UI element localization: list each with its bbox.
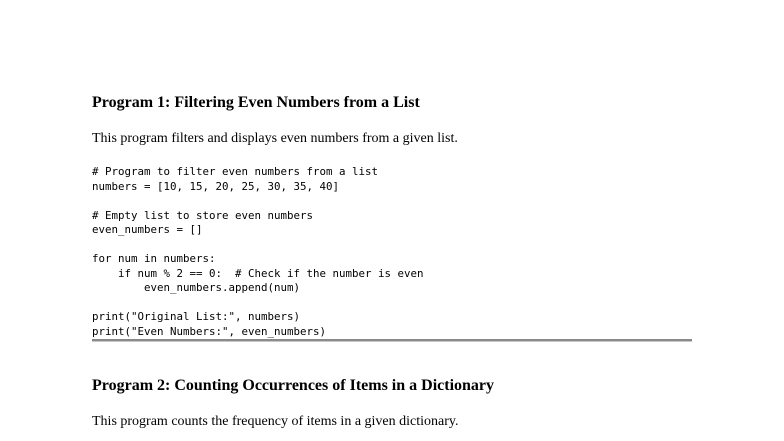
code-line: even_numbers.append(num) (92, 281, 301, 294)
program-2-heading: Program 2: Counting Occurrences of Items in a Dictionary (92, 377, 495, 394)
section-divider (92, 339, 692, 342)
code-line (92, 238, 424, 253)
code-line: print("Original List:", numbers) (92, 310, 301, 323)
code-line (92, 194, 424, 209)
code-line: # Empty list to store even numbers (92, 208, 314, 222)
program-2-description: This program counts the frequency of items in a given dictionary. (92, 414, 459, 429)
code-line: numbers = [10, 15, 20, 25, 30, 35, 40] (92, 179, 340, 193)
program-1-heading: Program 1: Filtering Even Numbers from a List (92, 94, 420, 111)
code-line: even_numbers = [] (92, 223, 203, 236)
code-line: for num in numbers: (92, 252, 216, 265)
program-1-description: This program filters and displays even numbers from a given list. (92, 131, 458, 146)
code-line: print("Even Numbers:", even_numbers) (92, 324, 327, 338)
code-line: if num % 2 == 0: # Check if the number is even (92, 266, 424, 280)
code-line (92, 296, 424, 311)
code-line: # Program to filter even numbers from a list (92, 165, 379, 178)
program-1-code-block (92, 165, 424, 339)
